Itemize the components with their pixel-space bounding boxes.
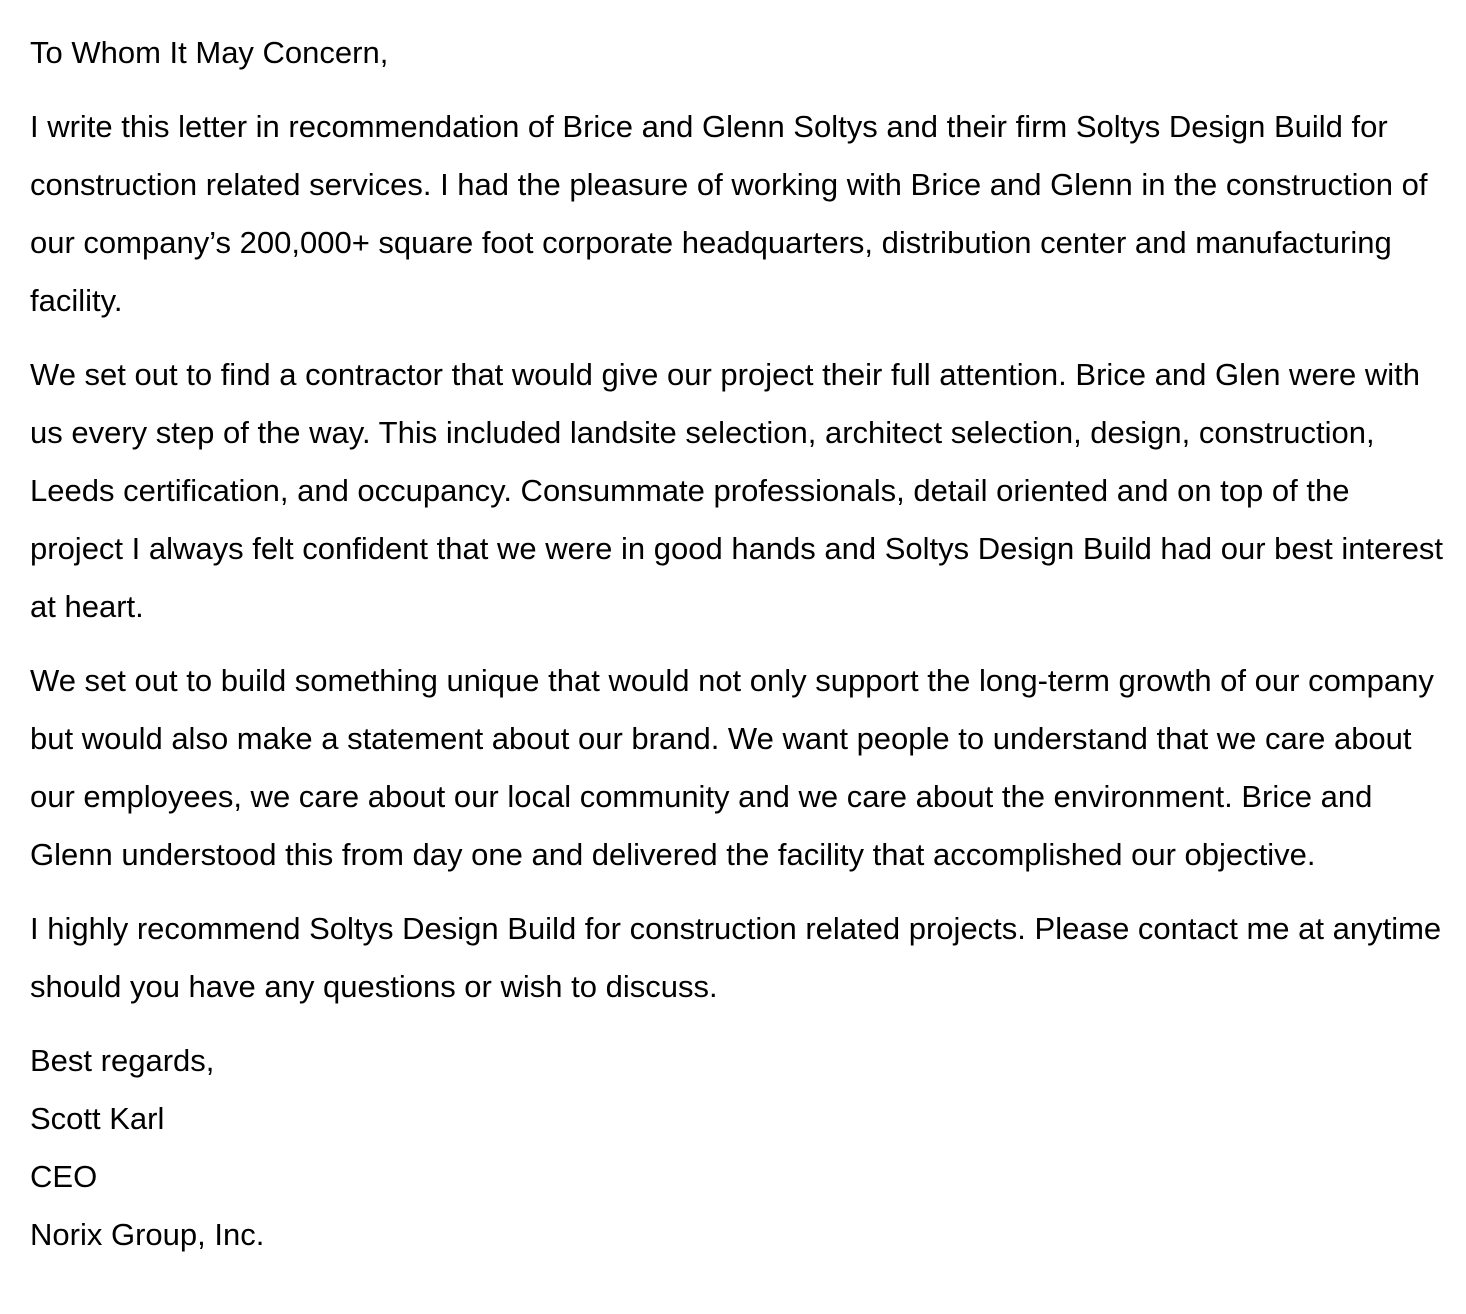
letter-salutation: To Whom It May Concern, [30,35,389,70]
signer-title: CEO [30,1159,98,1194]
letter-closing: Best regards, [30,1043,215,1078]
letter-paragraph-2: We set out to find a contractor that would give our project their full attention. Brice and Glen were with us every step of the way. This included landsite selection, architect selection, design, construction, Leeds certification, and occupancy. Consummate professionals, detail oriented and on top of the project I always felt confident that we were in good hands and Soltys Design Build had our best interest at heart. [30,357,1444,624]
letter-paragraph-1: I write this letter in recommendation of Brice and Glenn Soltys and their firm Soltys Design Build for construction related services. I had the pleasure of working with Brice and Glenn in the construction of our company’s 200,000+ square foot corporate headquarters, distribution center and manufacturing facility. [30,109,1428,318]
signer-company: Norix Group, Inc. [30,1217,265,1252]
signer-name: Scott Karl [30,1101,165,1136]
letter-paragraph-3: We set out to build something unique that would not only support the long-term growth of our company but would also make a statement about our brand. We want people to understand that we care about our employees, we care about our local community and we care about the environment. Brice and Glenn understood this from day one and delivered the facility that accomplished our objective. [30,663,1434,872]
letter-paragraph-4: I highly recommend Soltys Design Build for construction related projects. Please contact me at anytime should you have any questions or wish to discuss. [30,911,1442,1004]
signature-block [30,1032,1450,1264]
